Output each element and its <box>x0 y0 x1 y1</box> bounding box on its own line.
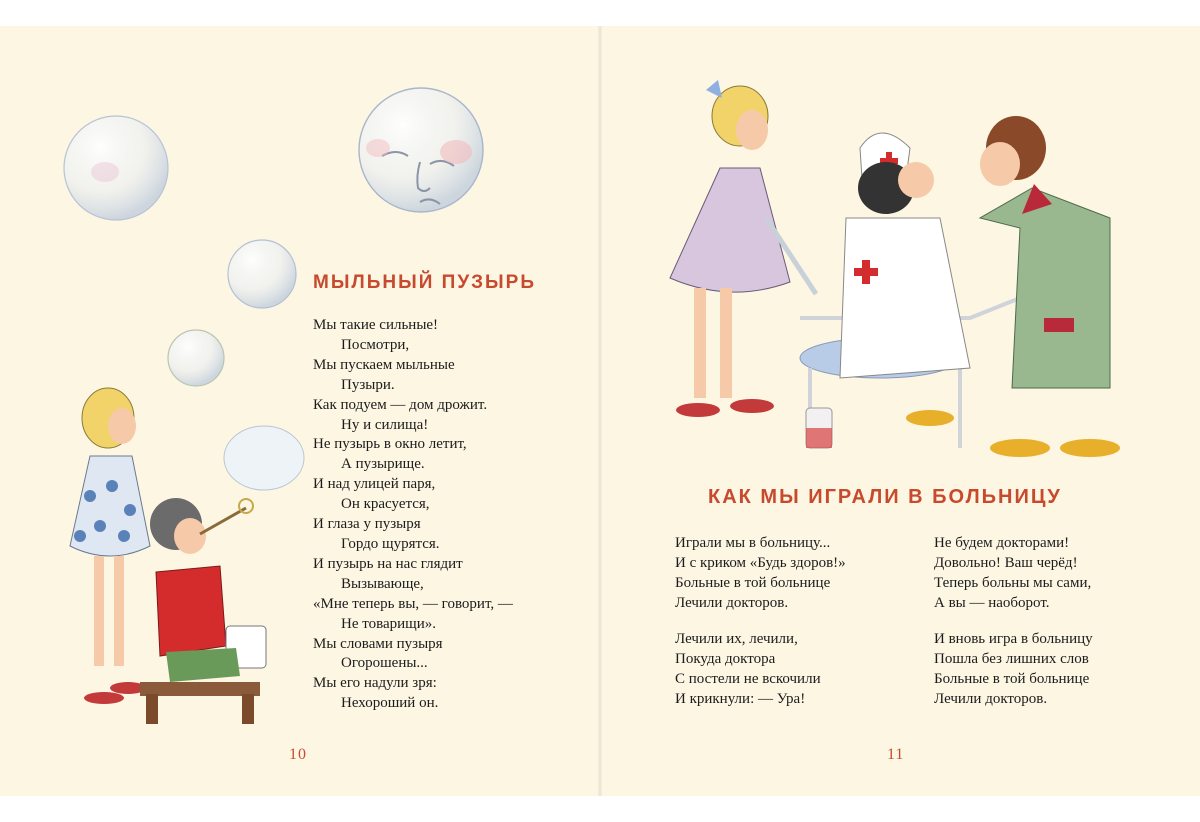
poem-line: Больные в той больнице <box>675 574 831 591</box>
poem-line: Пошла без лишних слов <box>934 650 1089 667</box>
poem-line: Посмотри, <box>341 336 410 353</box>
poem-line: Мы пускаем мыльные <box>313 356 455 373</box>
page-gutter <box>598 26 602 796</box>
poem-line: Как подуем — дом дрожит. <box>313 396 488 413</box>
stanza-4 <box>934 630 1093 710</box>
poem-line: Довольно! Ваш черёд! <box>934 554 1078 571</box>
poem-line: Нехороший он. <box>341 695 439 712</box>
poem-line: «Мне теперь вы, — говорит, — <box>313 595 513 612</box>
stanza-3 <box>934 534 1091 614</box>
poem-title-hospital: КАК МЫ ИГРАЛИ В БОЛЬНИЦУ <box>708 486 1062 508</box>
bubble-2 <box>228 240 296 308</box>
poem-line: Больные в той больнице <box>934 670 1090 687</box>
poem-line: Лечили их, лечили, <box>675 631 798 647</box>
poem-line: Ну и силища! <box>341 416 429 433</box>
poem-line: И с криком «Будь здоров!» <box>675 554 846 571</box>
poem-line: Пузыри. <box>341 376 395 393</box>
poem-line: И пузырь на нас глядит <box>313 555 463 572</box>
poem-line: Играли мы в больницу... <box>675 535 831 551</box>
stanza-1 <box>675 534 846 614</box>
poem-line: Не пузырь в окно летит, <box>313 436 467 453</box>
poem-line: А пузырище. <box>341 456 425 473</box>
poem-line: Теперь больны мы сами, <box>934 574 1092 591</box>
poem-line: И над улицей паря, <box>313 476 436 493</box>
stanza-2 <box>675 630 821 710</box>
children-playing-hospital-illustration <box>640 68 1160 468</box>
poem-line: Гордо щурятся. <box>341 535 440 552</box>
poem-line: Он красуется, <box>341 496 430 513</box>
poem-line: Не товарищи». <box>341 615 436 632</box>
poem-line: И крикнули: — Ура! <box>675 690 806 707</box>
poem-title-soap-bubble: МЫЛЬНЫЙ ПУЗЫРЬ <box>313 272 536 293</box>
poem-line: И глаза у пузыря <box>313 516 421 533</box>
poem-line: Огорошены... <box>341 655 428 672</box>
page-number-left: 10 <box>289 746 307 763</box>
children-blowing-bubbles-illustration <box>50 376 310 726</box>
poem-line: А вы — наоборот. <box>934 594 1050 611</box>
poem-soap-bubble <box>313 316 513 714</box>
poem-line: С постели не вскочили <box>675 670 821 687</box>
poem-line: Лечили докторов. <box>675 594 789 611</box>
book-spread <box>0 26 1200 796</box>
poem-line: Мы такие сильные! <box>313 317 439 333</box>
poem-line: И вновь игра в больницу <box>934 631 1093 647</box>
poem-line: Вызывающе, <box>341 575 424 592</box>
poem-line: Мы словами пузыря <box>313 635 443 652</box>
poem-line: Покуда доктора <box>675 650 776 667</box>
poem-line: Не будем докторами! <box>934 535 1070 551</box>
poem-line: Лечили докторов. <box>934 690 1048 707</box>
page-number-right: 11 <box>887 746 905 763</box>
poem-line: Мы его надули зря: <box>313 675 437 692</box>
